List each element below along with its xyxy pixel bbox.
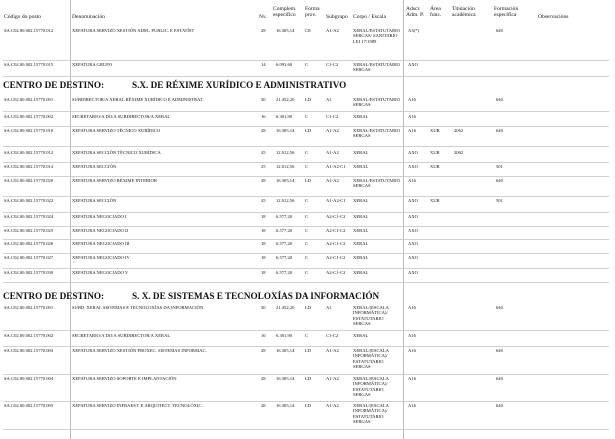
row-complement: 6.301,90 xyxy=(276,114,293,119)
table-row xyxy=(0,178,615,198)
row-level: 25 xyxy=(261,150,266,155)
row-training: 640 xyxy=(496,178,503,183)
row-subgroup: A2-C1-C2 xyxy=(326,255,346,260)
row-corps: XERAL/(ESCALA INFORMÁTICA)/ ESTATUTARIO SERGAS xyxy=(353,403,389,425)
row-form: C xyxy=(305,114,309,119)
row-training: 640 xyxy=(496,97,503,102)
table-row xyxy=(0,305,615,332)
section-label: CENTRO DE DESTINO: xyxy=(3,291,105,301)
row-training: 501 xyxy=(496,164,503,169)
header-complement: Complem. específico xyxy=(273,6,297,19)
row-subgroup: A1-A2 xyxy=(326,178,339,183)
row-adscr: A16 xyxy=(408,114,416,119)
row-name: XEFATURA SERVIZO XESTIÓN PROXEC. SISTEMAS INFORMAC. xyxy=(72,348,207,353)
row-adscr: A3(*) xyxy=(408,28,419,33)
row-form: LD xyxy=(305,376,312,381)
row-divider xyxy=(3,111,609,112)
row-form: C xyxy=(305,228,309,233)
row-adscr: A16 xyxy=(408,97,416,102)
row-form: C xyxy=(305,241,309,246)
row-name: XEFATURA SERVIZO XESTIÓN ADM., PUBLIC. E ESTATÍST xyxy=(72,28,195,33)
row-divider xyxy=(3,176,609,177)
row-divider xyxy=(3,268,609,269)
row-complement: 6.093,60 xyxy=(276,62,293,67)
row-divider xyxy=(3,429,609,430)
row-corps: XERAL/ESTATUTARIO SERGAS xyxy=(353,178,400,189)
row-complement: 16.305,14 xyxy=(276,376,295,381)
row-name: XEFATURA NEGOCIADO II xyxy=(72,228,129,233)
row-divider xyxy=(3,401,609,402)
row-training: 640 xyxy=(496,348,503,353)
header-name: Denominación xyxy=(72,14,105,20)
row-name: XEFATURA SECCIÓN TÉCNICO XURÍDICA xyxy=(72,150,161,155)
row-corps: XERAL xyxy=(353,270,369,275)
row-adscr: A16 xyxy=(408,128,416,133)
row-divider xyxy=(3,226,609,227)
section-heading xyxy=(3,80,613,92)
section-title: S.X. DE RÉXIME XURÍDICO E ADMINISTRATIVO xyxy=(132,80,347,90)
row-corps: XERAL xyxy=(353,333,369,338)
row-code: SA.C02.00.002.15770.002 xyxy=(4,114,54,119)
row-corps: XERAL/(ESCALA INFORMÁTICA)/ ESTATUTARIO SERGAS xyxy=(353,348,389,370)
row-code: SA.C02.00.002.15770.020 xyxy=(4,178,54,183)
row-form: LD xyxy=(305,128,312,133)
row-corps: XERAL xyxy=(353,164,369,169)
row-form: C xyxy=(305,164,309,169)
row-complement: 12.012,56 xyxy=(276,198,295,203)
row-code: SA.C02.00.002.15770.010 xyxy=(4,128,54,133)
row-subgroup: A1 xyxy=(326,305,332,310)
row-adscr: A16 xyxy=(408,305,416,310)
table-header xyxy=(0,2,615,24)
row-code: SA.C02.00.002.15770.022 xyxy=(4,198,54,203)
row-complement: 6.301,90 xyxy=(276,333,293,338)
row-corps: XERAL/(ESCALA INFORMÁTICA)/ ESTATUTARIO SERGAS xyxy=(353,305,389,327)
row-divider xyxy=(3,196,609,197)
row-adscr: A16 xyxy=(408,376,416,381)
row-name: XEFATURA SERVIZO SOPORTE E IMPLANTACIÓN xyxy=(72,376,177,381)
row-form: LD xyxy=(305,97,312,102)
row-level: 28 xyxy=(261,178,266,183)
row-name: XEFATURA SERVIZO RÉXIME INTERIOR xyxy=(72,178,157,183)
row-level: 30 xyxy=(261,305,266,310)
row-name: XEFATURA NEGOCIADO I xyxy=(72,214,127,219)
row-divider xyxy=(3,162,609,163)
row-divider xyxy=(3,253,609,254)
row-subgroup: A2-C1-C2 xyxy=(326,270,346,275)
row-complement: 21.452,20 xyxy=(276,305,295,310)
row-level: 18 xyxy=(261,228,266,233)
row-form: CE xyxy=(305,28,311,33)
header-notes: Observacións xyxy=(538,14,569,20)
row-complement: 6.577,20 xyxy=(276,241,293,246)
row-adscr: AXO xyxy=(408,62,418,67)
section-title: S. X. DE SISTEMAS E TECNOLOXÍAS DA INFORMACIÓN xyxy=(132,291,380,301)
row-code: SA.C02.00.002.15770.002 xyxy=(4,333,54,338)
row-code: SA.C02.00.002.15770.030 xyxy=(4,270,54,275)
row-adscr: AXO xyxy=(408,198,418,203)
row-level: 28 xyxy=(261,128,266,133)
row-complement: 6.577,20 xyxy=(276,255,293,260)
row-level: 16 xyxy=(261,333,266,338)
row-form: C xyxy=(305,333,309,338)
row-level: 30 xyxy=(261,97,266,102)
row-divider xyxy=(3,330,609,331)
section-label: CENTRO DE DESTINO: xyxy=(3,80,105,90)
row-corps: XERAL xyxy=(353,114,369,119)
row-corps: XERAL xyxy=(353,150,369,155)
row-level: 25 xyxy=(261,164,266,169)
row-code: SA.C02.00.002.15770.001 xyxy=(4,97,54,102)
row-level: 28 xyxy=(261,403,266,408)
row-level: 28 xyxy=(261,28,266,33)
row-training: 640 xyxy=(496,376,503,381)
row-area: XUR xyxy=(430,198,440,203)
table-row xyxy=(0,376,615,403)
row-complement: 16.305,14 xyxy=(276,348,295,353)
row-subgroup: A1-A2 xyxy=(326,150,339,155)
row-area: XUR xyxy=(430,128,440,133)
row-adscr: A16 xyxy=(408,403,416,408)
row-name: XEFATURA GRUPO xyxy=(72,62,113,67)
row-adscr: AXO xyxy=(408,241,418,246)
row-name: SECRETARIO/A DO/A SUBDIRECTOR/A XERAL xyxy=(72,114,171,119)
row-divider xyxy=(3,126,609,127)
table-row xyxy=(0,348,615,376)
header-corps: Corpo / Escala xyxy=(353,14,386,20)
row-form: LD xyxy=(305,305,312,310)
row-code: SA.C02.00.002.15770.025 xyxy=(4,228,54,233)
row-area: XUR xyxy=(430,164,440,169)
row-complement: 12.012,56 xyxy=(276,150,295,155)
row-corps: XERAL/ESTATUTARIO SERGAS/ SANITARIO LEI 17/1989 xyxy=(353,28,400,44)
row-subgroup: A1-A2-C1 xyxy=(326,164,346,169)
row-name: XEFATURA SECCIÓN xyxy=(72,198,117,203)
header-level: Nv. xyxy=(259,14,267,20)
row-name: SECRETARIO/A DO/A SUBDIRECTOR/A XERAL xyxy=(72,333,171,338)
row-name: XEFATURA SERVIZO TÉCNICO XURÍDICO xyxy=(72,128,161,133)
row-complement: 6.577,20 xyxy=(276,214,293,219)
row-adscr: AXO xyxy=(408,164,418,169)
row-subgroup: A2-C1-C2 xyxy=(326,228,346,233)
section-heading xyxy=(3,291,613,303)
row-divider xyxy=(3,374,609,375)
header-adscr: Adscr. Adm. P. xyxy=(406,6,424,19)
row-subgroup: A1-A2 xyxy=(326,403,339,408)
row-corps: XERAL/ESTATUTARIO SERGAS xyxy=(353,62,400,73)
row-subgroup: A1-A2 xyxy=(326,376,339,381)
row-divider xyxy=(3,146,609,147)
header-code: Código do posto xyxy=(4,14,41,20)
row-complement: 16.305,14 xyxy=(276,178,295,183)
row-corps: XERAL xyxy=(353,241,369,246)
row-complement: 6.577,20 xyxy=(276,270,293,275)
row-form: C xyxy=(305,270,309,275)
row-adscr: AXO xyxy=(408,255,418,260)
table-row xyxy=(0,28,615,62)
row-code: SA.C02.00.002.15770.024 xyxy=(4,214,54,219)
row-subgroup: A1-A2-C1 xyxy=(326,198,346,203)
row-adscr: AXO xyxy=(408,214,418,219)
row-code: SA.C02.00.002.15770.027 xyxy=(4,255,54,260)
row-adscr: A16 xyxy=(408,178,416,183)
row-form: LD xyxy=(305,348,312,353)
row-name: XEFATURA SECCIÓN xyxy=(72,164,117,169)
row-name: XEFATURA NEGOCIADO IV xyxy=(72,255,130,260)
row-code: SA.C02.00.002.15770.001 xyxy=(4,305,54,310)
row-form: C xyxy=(305,62,309,67)
row-training: 640 xyxy=(496,305,503,310)
row-level: 18 xyxy=(261,255,266,260)
row-level: 18 xyxy=(261,270,266,275)
table-row xyxy=(0,128,615,148)
row-code: SA.C02.00.002.15770.005 xyxy=(4,403,54,408)
row-level: 18 xyxy=(261,214,266,219)
row-subgroup: C1-C2 xyxy=(326,62,339,67)
row-level: 14 xyxy=(261,62,266,67)
row-corps: XERAL xyxy=(353,255,369,260)
row-complement: 16.305,14 xyxy=(276,28,295,33)
row-degree: 2062 xyxy=(454,128,464,133)
row-subgroup: A1-A2 xyxy=(326,128,339,133)
row-subgroup: A1-A2 xyxy=(326,28,339,33)
row-name: XEFATURA SERVIZO INFRAEST. E ARQUITECT. TECNOLÓXIC. xyxy=(72,403,203,408)
row-complement: 21.452,20 xyxy=(276,97,295,102)
header-area: Área func. xyxy=(430,6,442,19)
header-training: Formación específica xyxy=(494,6,519,19)
table-row xyxy=(0,403,615,431)
row-name: SUBD. XERAL SISTEMAS E TECNOLOXÍAS DA INFORMACIÓN xyxy=(72,305,204,310)
row-code: SA.C02.00.002.15770.026 xyxy=(4,241,54,246)
row-divider xyxy=(3,346,609,347)
row-corps: XERAL xyxy=(353,228,369,233)
row-level: 16 xyxy=(261,114,266,119)
row-level: 28 xyxy=(261,376,266,381)
header-degree: Titulación académica xyxy=(452,6,476,19)
row-name: SUBDIRECTOR/A XERAL RÉXIME XURÍDICO E ADMINISTRAT. xyxy=(72,97,204,102)
row-adscr: A16 xyxy=(408,333,416,338)
row-subgroup: A2-C1-C2 xyxy=(326,214,346,219)
row-complement: 16.305,14 xyxy=(276,128,295,133)
row-divider xyxy=(3,60,609,61)
row-level: 25 xyxy=(261,198,266,203)
row-complement: 12.012,56 xyxy=(276,164,295,169)
row-corps: XERAL/ESTATUTARIO SERGAS xyxy=(353,128,400,139)
row-adscr: A16 xyxy=(408,348,416,353)
row-form: C xyxy=(305,255,309,260)
row-code: SA.C02.00.002.15770.012 xyxy=(4,28,54,33)
row-subgroup: A1-A2 xyxy=(326,348,339,353)
row-adscr: AXO xyxy=(408,270,418,275)
header-subgroup: Subgrupo xyxy=(326,14,348,20)
row-form: C xyxy=(305,214,309,219)
row-code: SA.C02.00.002.15770.012 xyxy=(4,150,54,155)
row-level: 18 xyxy=(261,241,266,246)
row-form: C xyxy=(305,150,309,155)
row-complement: 16.305,14 xyxy=(276,403,295,408)
row-subgroup: C1-C2 xyxy=(326,333,339,338)
row-divider xyxy=(3,282,609,283)
row-corps: XERAL/ESTATUTARIO SERGAS xyxy=(353,97,400,108)
row-training: 640 xyxy=(496,28,503,33)
row-subgroup: C1-C2 xyxy=(326,114,339,119)
row-code: SA.C02.00.002.15770.014 xyxy=(4,164,54,169)
row-form: LD xyxy=(305,178,312,183)
row-area: XUR xyxy=(430,150,440,155)
row-code: SA.C02.00.002.15770.003 xyxy=(4,348,54,353)
row-code: SA.C02.00.002.15770.004 xyxy=(4,376,54,381)
row-complement: 6.577,20 xyxy=(276,228,293,233)
row-form: LD xyxy=(305,403,312,408)
row-divider xyxy=(3,239,609,240)
row-subgroup: A1 xyxy=(326,97,332,102)
row-divider xyxy=(3,212,609,213)
row-subgroup: A2-C1-C2 xyxy=(326,241,346,246)
row-training: 501 xyxy=(496,198,503,203)
row-divider xyxy=(3,76,609,77)
row-name: XEFATURA NEGOCIADO III xyxy=(72,241,130,246)
row-corps: XERAL xyxy=(353,214,369,219)
row-form: C xyxy=(305,198,309,203)
row-name: XEFATURA NEGOCIADO V xyxy=(72,270,129,275)
row-training: 640 xyxy=(496,403,503,408)
row-adscr: AXO xyxy=(408,228,418,233)
row-adscr: AXO xyxy=(408,150,418,155)
header-form: Forma prov. xyxy=(305,6,320,19)
row-level: 28 xyxy=(261,348,266,353)
row-training: 640 xyxy=(496,128,503,133)
row-corps: XERAL/(ESCALA INFORMÁTICA)/ ESTATUTARIO SERGAS xyxy=(353,376,389,398)
row-degree: 2062 xyxy=(454,150,464,155)
row-corps: XERAL xyxy=(353,198,369,203)
row-code: SA.C02.00.002.15770.015 xyxy=(4,62,54,67)
